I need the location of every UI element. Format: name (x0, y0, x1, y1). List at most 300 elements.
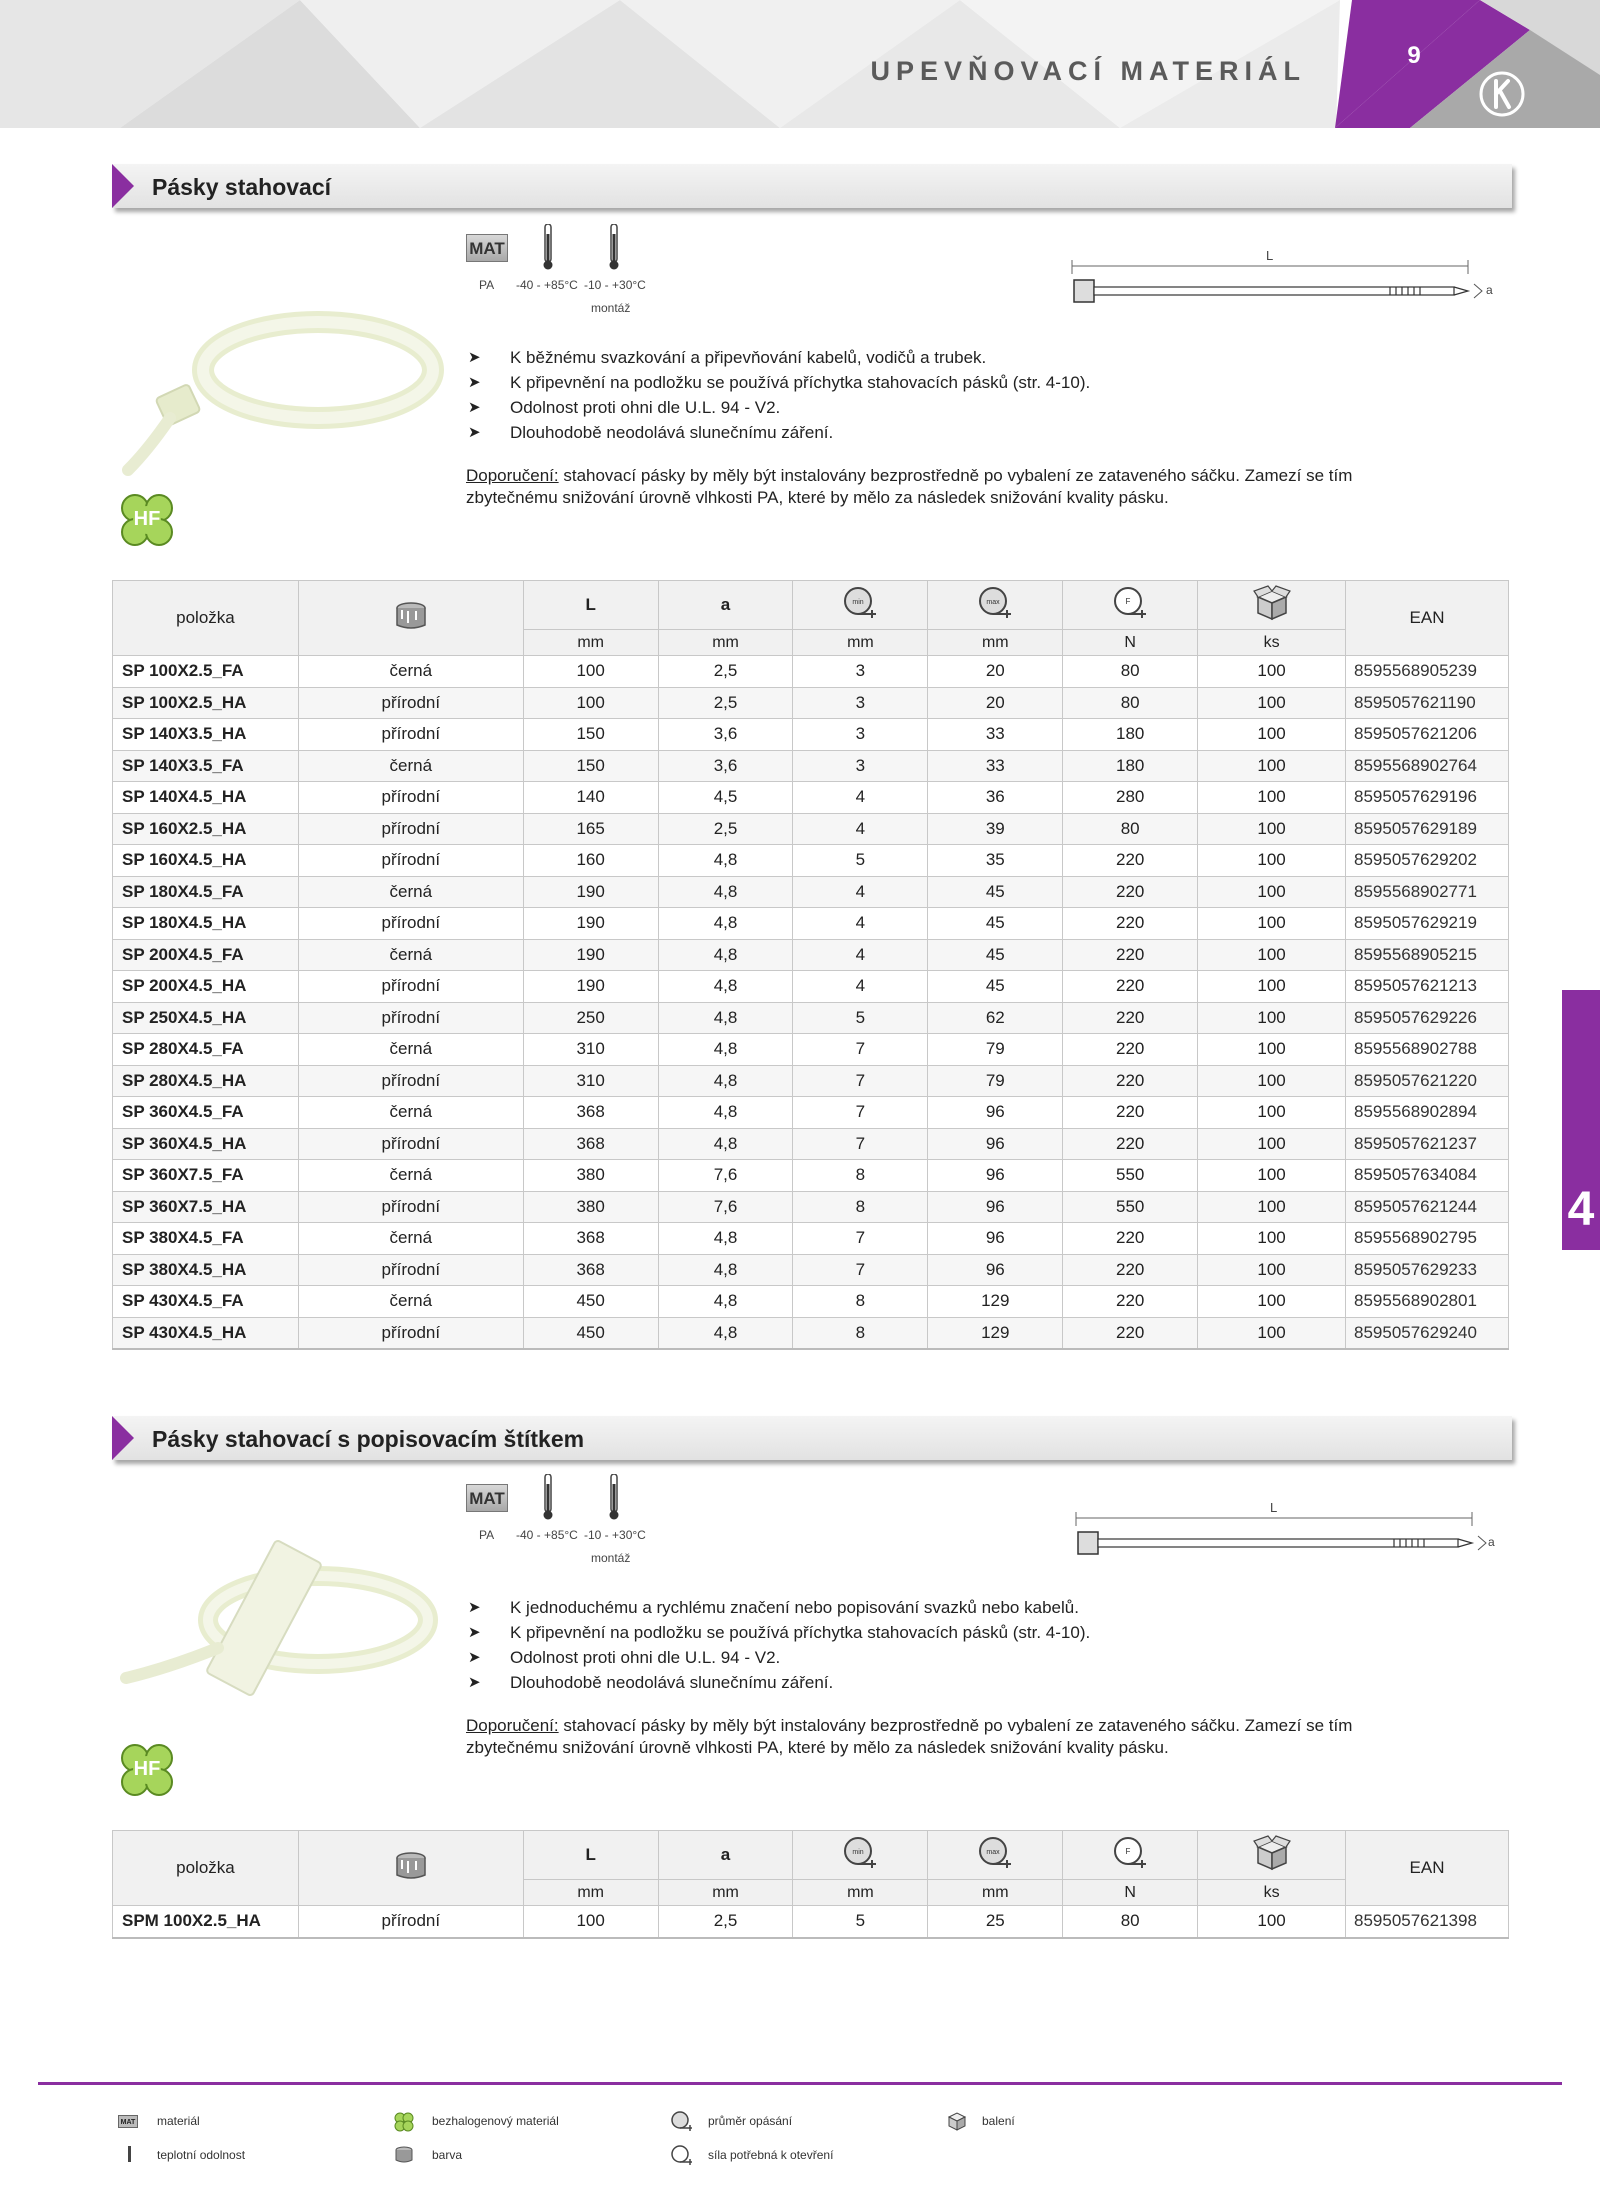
legend-halogen-free-label: bezhalogenový materiál (432, 2114, 559, 2128)
cell-min-diameter: 4 (793, 782, 928, 814)
cell-packaging-qty: 100 (1198, 1254, 1346, 1286)
thermometer-icon (543, 224, 553, 270)
cell-packaging-qty: 100 (1198, 1034, 1346, 1066)
cell-length: 190 (523, 939, 658, 971)
unit-label: ks (1198, 1880, 1346, 1906)
box-icon (1252, 585, 1292, 621)
cell-max-diameter: 79 (928, 1034, 1063, 1066)
cell-force: 220 (1063, 845, 1198, 877)
recommendation (466, 465, 1526, 509)
recommendation-text: zbytečnému snižování úrovně vlhkosti PA, které by mělo za následek snižování kvality pásku. (466, 488, 1169, 507)
cell-min-diameter: 8 (793, 1160, 928, 1192)
cell-max-diameter: 20 (928, 656, 1063, 688)
thermometer-icon (609, 224, 619, 270)
cell-ean: 8595057621220 (1346, 1065, 1509, 1097)
cell-color: černá (298, 1286, 523, 1318)
cable-tie-with-label-image (118, 1538, 438, 1728)
cell-min-diameter: 8 (793, 1317, 928, 1349)
cell-force: 80 (1063, 813, 1198, 845)
force-icon (1110, 585, 1150, 621)
cell-length: 190 (523, 876, 658, 908)
cell-item-code: SP 380X4.5_HA (113, 1254, 299, 1286)
bullet-arrow-icon: ➤ (468, 399, 481, 416)
legend-packaging-icon (946, 2110, 968, 2132)
table-row (113, 908, 1509, 940)
color-bucket-icon (394, 1851, 428, 1881)
cell-packaging-qty: 100 (1198, 876, 1346, 908)
diagram-label-width: a (1488, 1535, 1495, 1549)
cell-width: 4,8 (658, 908, 793, 940)
section-header-cable-ties (112, 164, 1512, 212)
cable-ties-with-label-table (112, 1830, 1509, 1939)
cell-max-diameter: 96 (928, 1160, 1063, 1192)
material-icon: MAT (466, 1484, 508, 1512)
cell-length: 368 (523, 1097, 658, 1129)
cell-length: 368 (523, 1128, 658, 1160)
cell-min-diameter: 3 (793, 656, 928, 688)
svg-text:F: F (1125, 1846, 1131, 1856)
temp-range-installation: -10 - +30°C (584, 1528, 646, 1542)
cell-color: černá (298, 1160, 523, 1192)
feature-list (466, 345, 1466, 445)
cell-packaging-qty: 100 (1198, 845, 1346, 877)
cell-force: 220 (1063, 1097, 1198, 1129)
cell-color: přírodní (298, 1906, 523, 1938)
cell-item-code: SP 100X2.5_FA (113, 656, 299, 688)
table-row (113, 876, 1509, 908)
cell-width: 4,8 (658, 1097, 793, 1129)
cell-color: přírodní (298, 1002, 523, 1034)
list-item: ➤ K běžnému svazkování a připevňování kabelů, vodičů a trubek. (466, 345, 1466, 370)
cell-min-diameter: 7 (793, 1034, 928, 1066)
legend-material-icon: MAT (118, 2115, 138, 2128)
cell-item-code: SP 280X4.5_HA (113, 1065, 299, 1097)
cell-width: 4,8 (658, 939, 793, 971)
cell-packaging-qty: 100 (1198, 1128, 1346, 1160)
cell-ean: 8595057621213 (1346, 971, 1509, 1003)
cell-force: 550 (1063, 1191, 1198, 1223)
legend-color-icon (394, 2146, 414, 2164)
cable-tie-dimension-diagram (1074, 1510, 1494, 1560)
cell-ean: 8595568905239 (1346, 656, 1509, 688)
cell-length: 160 (523, 845, 658, 877)
bullet-arrow-icon: ➤ (468, 1624, 481, 1641)
cell-ean: 8595057621190 (1346, 687, 1509, 719)
cell-ean: 8595057621398 (1346, 1906, 1509, 1938)
cell-force: 220 (1063, 971, 1198, 1003)
cell-ean: 8595057629202 (1346, 845, 1509, 877)
cell-force: 220 (1063, 908, 1198, 940)
cell-width: 4,5 (658, 782, 793, 814)
cell-width: 4,8 (658, 845, 793, 877)
cell-width: 4,8 (658, 1128, 793, 1160)
cell-packaging-qty: 100 (1198, 687, 1346, 719)
cell-min-diameter: 3 (793, 750, 928, 782)
column-header-ean: EAN (1346, 581, 1509, 656)
cell-item-code: SP 160X4.5_HA (113, 845, 299, 877)
cell-min-diameter: 7 (793, 1097, 928, 1129)
cell-item-code: SP 140X4.5_HA (113, 782, 299, 814)
cell-length: 368 (523, 1223, 658, 1255)
cell-item-code: SP 180X4.5_FA (113, 876, 299, 908)
column-header-min-diameter (793, 1831, 928, 1880)
cell-item-code: SP 100X2.5_HA (113, 687, 299, 719)
list-item: ➤ Dlouhodobě neodolává slunečnímu záření. (466, 420, 1466, 445)
min-diameter-icon (840, 1835, 880, 1871)
unit-label: N (1063, 630, 1198, 656)
cell-item-code: SP 280X4.5_FA (113, 1034, 299, 1066)
cell-max-diameter: 20 (928, 687, 1063, 719)
cell-ean: 8595057629189 (1346, 813, 1509, 845)
column-header-max-diameter (928, 1831, 1063, 1880)
column-header-item: položka (113, 581, 299, 656)
cell-length: 450 (523, 1317, 658, 1349)
recommendation-label: Doporučení: (466, 1716, 559, 1735)
cell-force: 220 (1063, 1254, 1198, 1286)
cell-color: černá (298, 1223, 523, 1255)
cell-force: 220 (1063, 1317, 1198, 1349)
cell-color: přírodní (298, 1254, 523, 1286)
cell-max-diameter: 96 (928, 1191, 1063, 1223)
column-header-length: L (523, 581, 658, 630)
cell-color: přírodní (298, 782, 523, 814)
cell-min-diameter: 7 (793, 1223, 928, 1255)
column-header-max-diameter (928, 581, 1063, 630)
table-row (113, 750, 1509, 782)
cell-ean: 8595057621237 (1346, 1128, 1509, 1160)
unit-label: mm (658, 630, 793, 656)
unit-label: mm (523, 1880, 658, 1906)
cell-min-diameter: 4 (793, 939, 928, 971)
cell-color: přírodní (298, 1065, 523, 1097)
cell-item-code: SP 140X3.5_FA (113, 750, 299, 782)
cell-color: přírodní (298, 813, 523, 845)
cell-min-diameter: 3 (793, 687, 928, 719)
cell-item-code: SP 140X3.5_HA (113, 719, 299, 751)
cell-item-code: SP 430X4.5_HA (113, 1317, 299, 1349)
column-header-width: a (658, 1831, 793, 1880)
cell-length: 150 (523, 750, 658, 782)
table-row (113, 1906, 1509, 1938)
cell-width: 4,8 (658, 1034, 793, 1066)
temp-note: montáž (591, 1551, 631, 1565)
cell-force: 180 (1063, 750, 1198, 782)
cell-length: 165 (523, 813, 658, 845)
cell-max-diameter: 45 (928, 876, 1063, 908)
cell-max-diameter: 96 (928, 1223, 1063, 1255)
cell-ean: 8595568905215 (1346, 939, 1509, 971)
force-icon (1110, 1835, 1150, 1871)
max-diameter-icon (975, 1835, 1015, 1871)
cell-force: 220 (1063, 939, 1198, 971)
temp-note: montáž (591, 301, 631, 315)
cell-width: 4,8 (658, 876, 793, 908)
section-title: Pásky stahovací (152, 174, 332, 200)
recommendation (466, 1715, 1526, 1759)
cell-max-diameter: 96 (928, 1128, 1063, 1160)
svg-text:min: min (852, 598, 865, 606)
cell-color: černá (298, 750, 523, 782)
unit-label: mm (793, 630, 928, 656)
cell-force: 220 (1063, 1002, 1198, 1034)
cell-item-code: SPM 100X2.5_HA (113, 1906, 299, 1938)
cell-packaging-qty: 100 (1198, 1286, 1346, 1318)
cell-max-diameter: 45 (928, 971, 1063, 1003)
diagram-label-width: a (1486, 283, 1493, 297)
cell-item-code: SP 160X2.5_HA (113, 813, 299, 845)
table-row (113, 845, 1509, 877)
svg-text:F: F (1125, 596, 1131, 606)
cell-max-diameter: 39 (928, 813, 1063, 845)
max-diameter-icon (975, 585, 1015, 621)
cell-length: 190 (523, 908, 658, 940)
cell-min-diameter: 4 (793, 908, 928, 940)
cable-ties-table (112, 580, 1509, 1350)
cell-ean: 8595057629240 (1346, 1317, 1509, 1349)
section-title: Pásky stahovací s popisovacím štítkem (152, 1426, 585, 1452)
table-row (113, 971, 1509, 1003)
bullet-arrow-icon: ➤ (468, 1599, 481, 1616)
cell-min-diameter: 8 (793, 1286, 928, 1318)
table-row (113, 656, 1509, 688)
legend-diameter-label: průměr opásání (708, 2114, 793, 2128)
thermometer-icon (543, 1474, 553, 1520)
list-item: ➤ Odolnost proti ohni dle U.L. 94 - V2. (466, 1645, 1466, 1670)
recommendation-text: stahovací pásky by měly být instalovány bezprostředně po vybalení ze zataveného sáčku. Zamezí se tím (558, 466, 1353, 485)
cell-max-diameter: 25 (928, 1906, 1063, 1938)
cell-packaging-qty: 100 (1198, 719, 1346, 751)
column-header-color (298, 1831, 523, 1906)
cell-width: 7,6 (658, 1160, 793, 1192)
cell-min-diameter: 8 (793, 1191, 928, 1223)
cell-max-diameter: 45 (928, 908, 1063, 940)
column-header-ean: EAN (1346, 1831, 1509, 1906)
cell-min-diameter: 7 (793, 1254, 928, 1286)
diagram-label-length: L (1270, 1500, 1278, 1515)
box-icon (1252, 1835, 1292, 1871)
footer-divider (38, 2082, 1562, 2085)
cell-color: přírodní (298, 1128, 523, 1160)
header-background (0, 0, 1600, 128)
unit-label: mm (928, 630, 1063, 656)
cell-min-diameter: 5 (793, 1906, 928, 1938)
table-row (113, 1034, 1509, 1066)
section-header-cable-ties-with-label (112, 1416, 1512, 1464)
cell-length: 190 (523, 971, 658, 1003)
column-header-length: L (523, 1831, 658, 1880)
cell-min-diameter: 3 (793, 719, 928, 751)
cell-color: přírodní (298, 971, 523, 1003)
table-row (113, 813, 1509, 845)
column-header-width: a (658, 581, 793, 630)
chapter-tab-number: 4 (1567, 1183, 1595, 1236)
cell-packaging-qty: 100 (1198, 1906, 1346, 1938)
cell-min-diameter: 4 (793, 876, 928, 908)
legend-color-label: barva (432, 2148, 463, 2162)
cell-color: přírodní (298, 719, 523, 751)
cell-color: přírodní (298, 845, 523, 877)
table-row (113, 1317, 1509, 1349)
cable-tie-image (118, 290, 448, 480)
cell-max-diameter: 62 (928, 1002, 1063, 1034)
column-header-min-diameter (793, 581, 928, 630)
recommendation-label: Doporučení: (466, 466, 559, 485)
material-label: PA (479, 278, 495, 292)
cell-width: 4,8 (658, 971, 793, 1003)
cell-item-code: SP 360X4.5_HA (113, 1128, 299, 1160)
cell-max-diameter: 129 (928, 1317, 1063, 1349)
table-row (113, 687, 1509, 719)
cell-color: přírodní (298, 687, 523, 719)
table-row (113, 1128, 1509, 1160)
list-item: ➤ K připevnění na podložku se používá příchytka stahovacích pásků (str. 4-10). (466, 370, 1466, 395)
cell-ean: 8595568902788 (1346, 1034, 1509, 1066)
cell-item-code: SP 430X4.5_FA (113, 1286, 299, 1318)
column-header-color (298, 581, 523, 656)
cell-max-diameter: 96 (928, 1097, 1063, 1129)
material-icon: MAT (466, 234, 508, 262)
temp-range-installation: -10 - +30°C (584, 278, 646, 292)
cell-force: 220 (1063, 1128, 1198, 1160)
unit-label: mm (658, 1880, 793, 1906)
feature-list (466, 1595, 1466, 1695)
unit-label: N (1063, 1880, 1198, 1906)
cell-force: 80 (1063, 687, 1198, 719)
cell-ean: 8595057621206 (1346, 719, 1509, 751)
bullet-arrow-icon: ➤ (468, 1649, 481, 1666)
header-title: UPEVŇOVACÍ MATERIÁL (870, 56, 1306, 86)
cell-ean: 8595568902894 (1346, 1097, 1509, 1129)
unit-label: ks (1198, 630, 1346, 656)
diagram-label-length: L (1266, 248, 1274, 263)
cell-packaging-qty: 100 (1198, 1097, 1346, 1129)
bullet-arrow-icon: ➤ (468, 374, 481, 391)
material-label: PA (479, 1528, 495, 1542)
cell-ean: 8595568902795 (1346, 1223, 1509, 1255)
column-header-item: položka (113, 1831, 299, 1906)
cell-max-diameter: 35 (928, 845, 1063, 877)
cell-packaging-qty: 100 (1198, 1002, 1346, 1034)
cell-length: 100 (523, 1906, 658, 1938)
table-row (113, 1002, 1509, 1034)
unit-label: mm (793, 1880, 928, 1906)
cell-max-diameter: 36 (928, 782, 1063, 814)
cell-force: 180 (1063, 719, 1198, 751)
cell-max-diameter: 96 (928, 1254, 1063, 1286)
cell-force: 220 (1063, 1223, 1198, 1255)
list-item: ➤ K jednoduchému a rychlému značení nebo popisování svazků nebo kabelů. (466, 1595, 1466, 1620)
cell-width: 4,8 (658, 1065, 793, 1097)
table-row (113, 1223, 1509, 1255)
legend-thermometer-icon (128, 2146, 131, 2162)
cell-ean: 8595057629226 (1346, 1002, 1509, 1034)
cell-item-code: SP 360X7.5_FA (113, 1160, 299, 1192)
cell-force: 550 (1063, 1160, 1198, 1192)
recommendation-text: stahovací pásky by měly být instalovány bezprostředně po vybalení ze zataveného sáčku. Zamezí se tím (558, 1716, 1353, 1735)
cell-ean: 8595057629233 (1346, 1254, 1509, 1286)
cell-packaging-qty: 100 (1198, 971, 1346, 1003)
cell-ean: 8595057634084 (1346, 1160, 1509, 1192)
cell-item-code: SP 360X7.5_HA (113, 1191, 299, 1223)
temp-range-operating: -40 - +85°C (516, 278, 578, 292)
table-row (113, 1160, 1509, 1192)
cell-force: 80 (1063, 1906, 1198, 1938)
cell-item-code: SP 200X4.5_HA (113, 971, 299, 1003)
list-item: ➤ Odolnost proti ohni dle U.L. 94 - V2. (466, 395, 1466, 420)
recommendation-text: zbytečnému snižování úrovně vlhkosti PA, které by mělo za následek snižování kvality pásku. (466, 1738, 1169, 1757)
cell-width: 3,6 (658, 750, 793, 782)
cell-item-code: SP 180X4.5_HA (113, 908, 299, 940)
cell-ean: 8595057629196 (1346, 782, 1509, 814)
cell-item-code: SP 200X4.5_FA (113, 939, 299, 971)
cell-width: 2,5 (658, 687, 793, 719)
cell-packaging-qty: 100 (1198, 656, 1346, 688)
cell-length: 250 (523, 1002, 658, 1034)
cell-color: černá (298, 876, 523, 908)
cell-width: 4,8 (658, 1223, 793, 1255)
cell-color: černá (298, 939, 523, 971)
unit-label: mm (523, 630, 658, 656)
table-row (113, 1191, 1509, 1223)
table-row (113, 1065, 1509, 1097)
cell-color: černá (298, 1097, 523, 1129)
cell-packaging-qty: 100 (1198, 1223, 1346, 1255)
cell-width: 4,8 (658, 1254, 793, 1286)
cell-max-diameter: 45 (928, 939, 1063, 971)
cell-packaging-qty: 100 (1198, 813, 1346, 845)
cell-length: 380 (523, 1160, 658, 1192)
cell-min-diameter: 4 (793, 813, 928, 845)
svg-text:max: max (986, 1848, 1000, 1856)
cell-color: přírodní (298, 1317, 523, 1349)
cell-ean: 8595057621244 (1346, 1191, 1509, 1223)
cell-length: 310 (523, 1034, 658, 1066)
column-header-force (1063, 581, 1198, 630)
table-row (113, 782, 1509, 814)
cell-packaging-qty: 100 (1198, 939, 1346, 971)
cell-packaging-qty: 100 (1198, 1160, 1346, 1192)
bullet-arrow-icon: ➤ (468, 349, 481, 366)
cell-min-diameter: 7 (793, 1128, 928, 1160)
cell-width: 3,6 (658, 719, 793, 751)
cell-length: 380 (523, 1191, 658, 1223)
svg-text:max: max (986, 598, 1000, 606)
cell-length: 140 (523, 782, 658, 814)
temp-range-operating: -40 - +85°C (516, 1528, 578, 1542)
table-row (113, 1097, 1509, 1129)
cell-ean: 8595568902764 (1346, 750, 1509, 782)
cell-force: 220 (1063, 1286, 1198, 1318)
cell-length: 100 (523, 687, 658, 719)
cell-length: 310 (523, 1065, 658, 1097)
cell-width: 4,8 (658, 1002, 793, 1034)
cell-force: 220 (1063, 1065, 1198, 1097)
cell-item-code: SP 380X4.5_FA (113, 1223, 299, 1255)
cell-color: přírodní (298, 908, 523, 940)
cell-min-diameter: 5 (793, 1002, 928, 1034)
legend-packaging-label: balení (982, 2114, 1015, 2128)
cell-length: 100 (523, 656, 658, 688)
cell-ean: 8595568902771 (1346, 876, 1509, 908)
legend-diameter-icon (670, 2110, 694, 2132)
cell-packaging-qty: 100 (1198, 1317, 1346, 1349)
svg-text:min: min (852, 1848, 865, 1856)
bullet-arrow-icon: ➤ (468, 1674, 481, 1691)
unit-label: mm (928, 1880, 1063, 1906)
cell-packaging-qty: 100 (1198, 908, 1346, 940)
min-diameter-icon (840, 585, 880, 621)
cell-color: přírodní (298, 1191, 523, 1223)
